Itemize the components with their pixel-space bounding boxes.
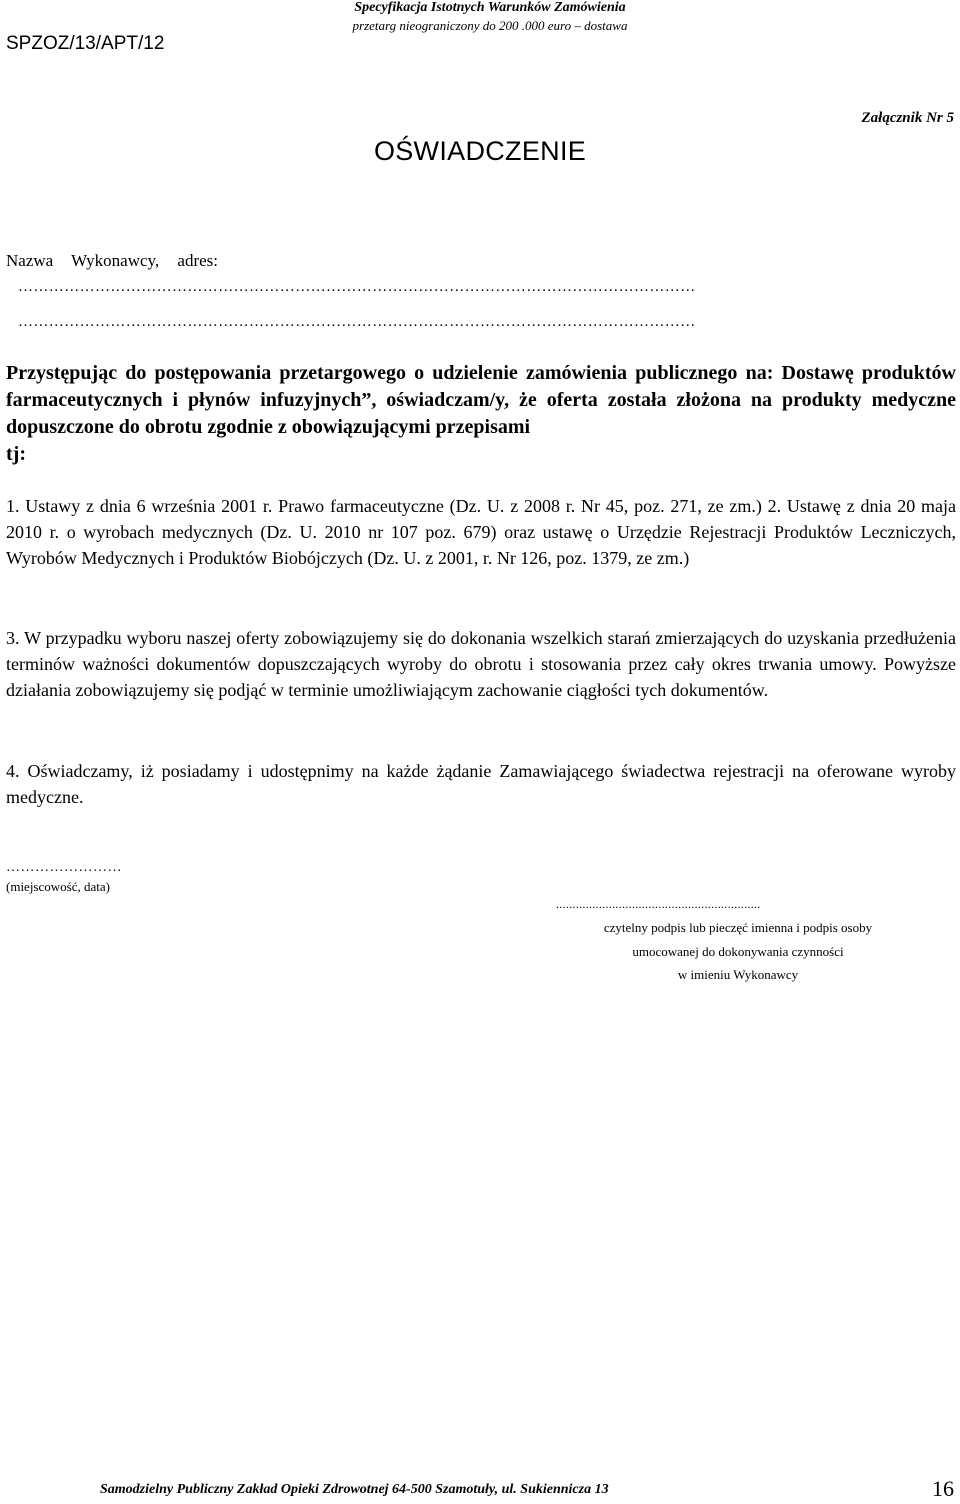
header-subtitle: przetarg nieograniczony do 200 .000 euro – dostawa — [352, 18, 628, 33]
place-date-dots: …………………… — [6, 860, 122, 875]
intro-statement: Przystępując do postępowania przetargowego o udzielenie zamówienia publicznego na: Dostawę produktów farmaceutycznych i płynów infuzyjnych”, oświadczam/y, że oferta została złożona na produkty medyczne dopuszczone do obrotu zgodnie z obowiązującymi przepisami — [6, 362, 956, 438]
header-title: Specyfikacja Istotnych Warunków Zamówienia — [354, 0, 626, 15]
contractor-dots-line-2: …………………………………………………………………………………………………………………… — [18, 314, 696, 330]
signature-dots: .............................................................. — [556, 897, 761, 911]
list-item-laws: 1. Ustawy z dnia 6 września 2001 r. Prawo farmaceutyczne (Dz. U. z 2008 r. Nr 45, poz. 271, ze zm.) 2. Ustawę z dnia 20 maja 2010 r. o wyrobach medycznych (Dz. U. 2010 nr 107 poz. 679) oraz ustawę o Urzędzie Rejestracji Produktów Leczniczych, Wyrobów Medycznych i Produktów Biobójczych (Dz. U. z 2001, r. Nr 126, poz. 1379, ze zm.) — [6, 496, 956, 568]
place-date-label: (miejscowość, data) — [6, 879, 110, 894]
page-number: 16 — [932, 1476, 954, 1501]
list-item-4: 4. Oświadczamy, iż posiadamy i udostępnimy na każde żądanie Zamawiającego świadectwa rejestracji na oferowane wyroby medyczne. — [6, 761, 956, 807]
document-reference: SPZOZ/13/APT/12 — [6, 33, 165, 54]
signature-caption-line-1: czytelny podpis lub pieczęć imienna i podpis osoby — [603, 920, 873, 935]
list-item-3: 3. W przypadku wyboru naszej oferty zobowiązujemy się do dokonania wszelkich starań zmierzających do uzyskania przedłużenia terminów ważności dokumentów dopuszczających wyroby do obrotu i stosowania przez cały okres trwania umowy. Powyższe działania zobowiązujemy się podjąć w terminie umożliwiającym zachowanie ciągłości tych dokumentów. — [6, 628, 956, 700]
contractor-label: Nazwa Wykonawcy, adres: — [6, 251, 219, 270]
footer-text: Samodzielny Publiczny Zakład Opieki Zdrowotnej 64-500 Szamotuły, ul. Sukiennicza 13 — [100, 1482, 609, 1497]
document-title: OŚWIADCZENIE — [373, 136, 587, 166]
signature-caption-line-3: w imieniu Wykonawcy — [677, 967, 799, 982]
signature-caption-line-2: umocowanej do dokonywania czynności — [632, 944, 844, 959]
contractor-dots-line-1: …………………………………………………………………………………………………………………… — [18, 279, 696, 295]
annex-label: Załącznik Nr 5 — [861, 110, 954, 126]
intro-statement-end: tj: — [6, 443, 26, 465]
